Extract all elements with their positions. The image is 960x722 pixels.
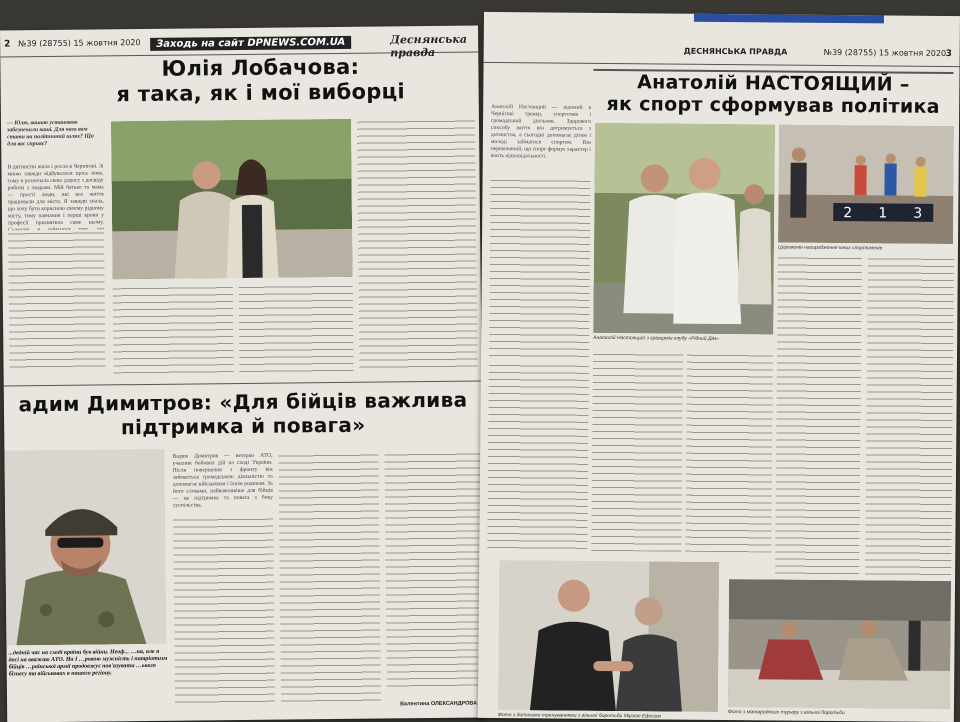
- divider: [4, 380, 482, 386]
- issue-info: №39 (28755) 15 жовтня 2020: [823, 47, 947, 58]
- article-column-6: [591, 351, 683, 552]
- masthead-brand: Деснянська правда: [390, 32, 467, 60]
- wrestling-caption: Фото з міжнародного турніру з вільної боротьби: [727, 709, 845, 717]
- page-number: 2: [4, 39, 11, 50]
- title-line-2: я така, як і мої виборці: [116, 79, 406, 107]
- blue-color-block: [694, 14, 884, 24]
- article-column-5: [487, 362, 589, 553]
- handshake-photo: [498, 560, 719, 712]
- wrestling-photo: [728, 579, 951, 709]
- right-page-header: [484, 42, 960, 67]
- title-line-1: Юлія Лобачова:: [161, 54, 360, 81]
- title-2-line-1: адим Димитров: «Для бійців важлива: [18, 387, 468, 417]
- article-column-7: [685, 352, 773, 553]
- title-2-line-2: підтримка й повага»: [120, 412, 366, 440]
- article-2-column-3: [278, 452, 381, 706]
- couple-photo: [111, 119, 353, 280]
- article-title: [593, 71, 953, 118]
- award-caption: Церемонія нагородження юних спортсменів: [777, 244, 883, 252]
- title-line-1: Анатолій НАСТОЯЩИЙ –: [637, 71, 910, 96]
- article-column-3: [775, 254, 862, 575]
- issue-info: №39 (28755) 15 жовтня 2020: [18, 38, 141, 49]
- article-column: Анатолій Настоящий — відомий в Чернігові тренер, спортсмен і громадський діяльник. Здорового способу життя він дотримується з дитинства, а сьогодні допомагає дітям і молоді займатися спортом. Він переконаний, що спорт формує характер і вчить відповідальності.: [490, 103, 592, 160]
- article-2-column-4: [384, 450, 483, 691]
- article-column-4: [865, 255, 954, 576]
- article-column-text: [8, 229, 105, 370]
- soldier-photo: [4, 449, 166, 646]
- article-title: [60, 54, 461, 108]
- article-column-4: [239, 283, 354, 374]
- page-number: 3: [945, 48, 952, 60]
- photo-caption: Анатолій Настоящий з гравцями клубу «Рідний Дім»: [593, 334, 719, 342]
- article-2-column-2: [173, 516, 275, 707]
- article-2-column: Вадим Димитров — ветеран АТО, учасник бойових дій на сході України. Після повернення з фронту він займається громадською діяльністю та допомагає військовим і їхнім родинам. За його словами, найважливіше для бійців — це підтримка та повага з боку суспільства.: [172, 452, 273, 509]
- article-lead: — Юлю, вашою установою забезпечили ваші. Для чого вам стати на політичний шлях? Що для вас сприяє?: [6, 119, 94, 148]
- article-column-2: [489, 177, 591, 358]
- article-title-2: [4, 387, 482, 440]
- article-column: В дитинстві жила і росла в Чернігові. Зі мною завжди відбувалося щось нове, тому я розпочала свою дорогу з досвіду роботи з людьми. Мій батько та мама — прості люди, які все життя працювали для міста. Я завжди знала, що хочу бути корисною своєму рідному місту, тому навчання і перші кроки у професії присвятила саме цьому.: [7, 163, 105, 227]
- soldier-caption: ...дедній час на сході країни був війни. Неоф... …на, але я досі на вважаю АТО. На І …ровою мужність і патріотизм бійців …раїнської армії продовжує пов'язувати …ького бізнесу та військових в нашого регіону.: [8, 648, 168, 678]
- site-banner: Заходь на сайт DPNEWS.COM.UA: [150, 36, 351, 51]
- title-line-2: як спорт сформував політика: [606, 92, 940, 118]
- svg-text:3: 3: [913, 205, 923, 222]
- right-newspaper-page: [478, 12, 960, 722]
- svg-text:2: 2: [843, 205, 853, 222]
- svg-text:1: 1: [878, 205, 888, 222]
- group-photo: [593, 123, 775, 335]
- handshake-caption: Фото з дитячими тренуваннями з вільної боротьби Мірзою Ефезим: [497, 712, 661, 720]
- masthead-brand: ДЕСНЯНСЬКА ПРАВДА: [683, 46, 788, 57]
- left-newspaper-page: [0, 25, 485, 722]
- award-photo: [778, 125, 954, 245]
- author-signature: Валентина ОЛЕКСАНДРОВА: [400, 700, 478, 708]
- article-column-2: [357, 118, 478, 369]
- article-column-3: [113, 284, 234, 375]
